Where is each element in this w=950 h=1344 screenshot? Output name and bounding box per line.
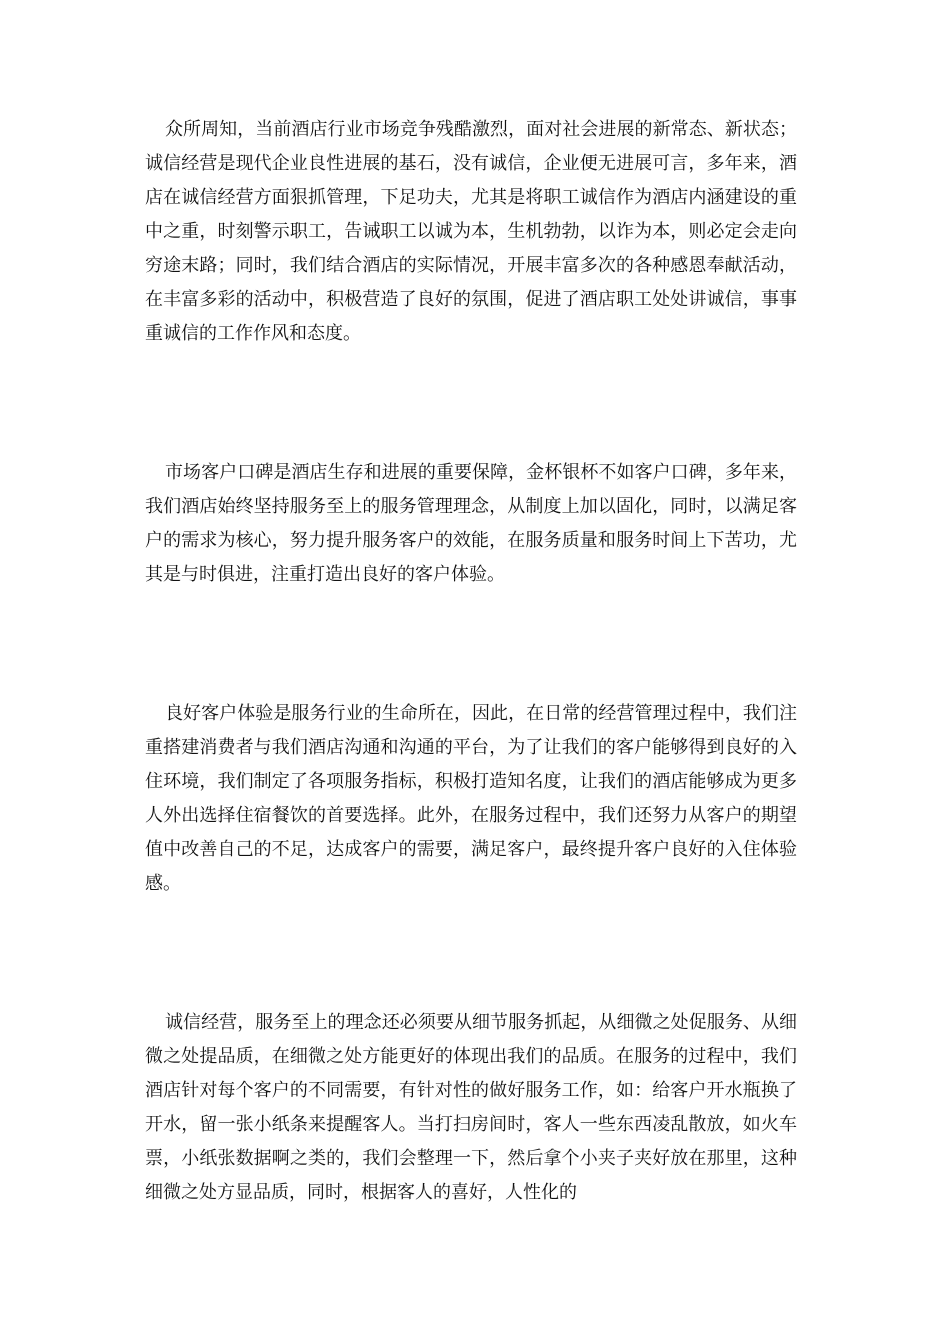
paragraph-details: 诚信经营，服务至上的理念还必须要从细节服务抓起，从细微之处促服务、从细微之处提品质，在细微之处方能更好的体现出我们的品质。在服务的过程中，我们酒店针对每个客户的不同需要，有针对性的做好服务工作，如：给客户开水瓶换了开水，留一张小纸条来提醒客人。当打扫房间时，客人一些东西凌乱散放，如火车票，小纸张数据啊之类的，我们会整理一下，然后拿个小夹子夹好放在那里，这种细微之处方显品质，同时，根据客人的喜好，人性化的	[145, 1012, 797, 1203]
paragraph-reputation: 市场客户口碑是酒店生存和进展的重要保障，金杯银杯不如客户口碑，多年来，我们酒店始终坚持服务至上的服务管理理念，从制度上加以固化，同时，以满足客户的需求为核心，努力提升服务客户的效能，在服务质量和服务时间上下苦功，尤其是与时俱进，注重打造出良好的客户体验。	[145, 462, 797, 585]
paragraph-integrity: 众所周知，当前酒店行业市场竞争残酷激烈，面对社会进展的新常态、新状态；诚信经营是现代企业良性进展的基石，没有诚信，企业便无进展可言，多年来，酒店在诚信经营方面狠抓管理，下足功夫，尤其是将职工诚信作为酒店内涵建设的重中之重，时刻警示职工，告诫职工以诚为本，生机勃勃，以诈为本，则必定会走向穷途末路；同时，我们结合酒店的实际情况，开展丰富多次的各种感恩奉献活动，在丰富多彩的活动中，积极营造了良好的氛围，促进了酒店职工处处讲诚信，事事重诚信的工作作风和态度。	[145, 119, 797, 344]
paragraph-experience: 良好客户体验是服务行业的生命所在，因此，在日常的经营管理过程中，我们注重搭建消费者与我们酒店沟通和沟通的平台，为了让我们的客户能够得到良好的入住环境，我们制定了各项服务指标，积极打造知名度，让我们的酒店能够成为更多人外出选择住宿餐饮的首要选择。此外，在服务过程中，我们还努力从客户的期望值中改善自己的不足，达成客户的需要，满足客户，最终提升客户良好的入住体验感。	[145, 703, 797, 894]
document-body	[145, 113, 797, 1210]
